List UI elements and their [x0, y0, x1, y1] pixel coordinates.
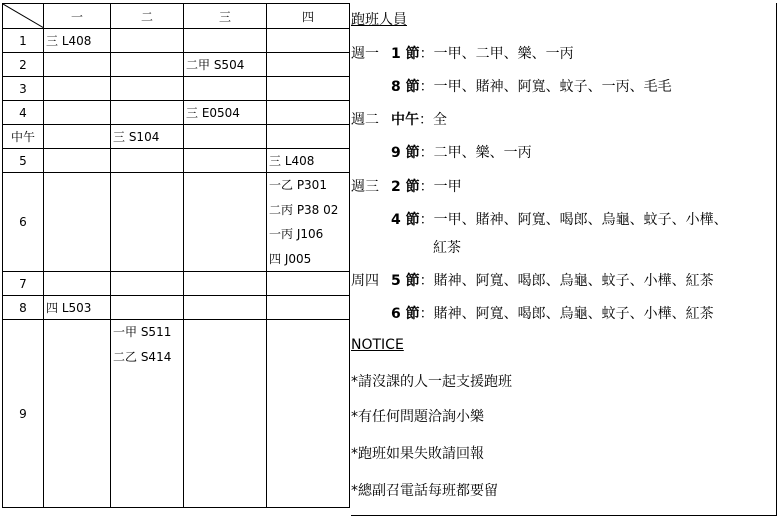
weekday-label: 週二: [351, 112, 379, 128]
period-name: 2 節: [391, 179, 420, 195]
schedule-row: [3, 296, 350, 320]
schedule-cell: 三 S104: [111, 125, 184, 149]
schedule-row: [3, 101, 350, 125]
period-name: 5 節: [391, 273, 420, 289]
period-name: 9 節: [391, 145, 420, 161]
schedule-cell: [44, 272, 111, 296]
schedule-cell: [44, 149, 111, 173]
day-header: 三: [184, 4, 267, 29]
period-label: 7: [3, 272, 44, 296]
schedule-cell: [184, 320, 267, 508]
schedule-entry: [391, 303, 714, 323]
separator: ：: [419, 112, 433, 128]
period-label: 9: [3, 320, 44, 508]
schedule-cell: [44, 320, 111, 508]
class-entry: 一甲 S511: [113, 325, 172, 339]
period-label: 2: [3, 53, 44, 77]
header-row: [3, 4, 350, 29]
schedule-cell: [267, 125, 350, 149]
class-entry: 一丙 J106: [269, 227, 324, 241]
day-header: 二: [111, 4, 184, 29]
schedule-cell: [111, 272, 184, 296]
schedule-cell: [44, 53, 111, 77]
schedule-cell: [44, 173, 111, 272]
schedule-cell: [184, 173, 267, 272]
schedule-cell: 三 L408: [267, 149, 350, 173]
period-label: 6: [3, 173, 44, 272]
schedule-cell: [267, 173, 350, 272]
schedule-cell: [267, 53, 350, 77]
period-label: 4: [3, 101, 44, 125]
schedule-cell: [111, 296, 184, 320]
schedule-cell: [267, 296, 350, 320]
schedule-table: [2, 3, 350, 508]
schedule-cell: [267, 101, 350, 125]
schedule-row: [3, 173, 350, 272]
schedule-cell: [44, 77, 111, 101]
notice-title: NOTICE: [351, 337, 404, 353]
schedule-cell: [267, 77, 350, 101]
notice-item: *跑班如果失敗請回報: [351, 446, 484, 462]
schedule-entry: [391, 209, 728, 229]
schedule-cell: [184, 272, 267, 296]
people-list-continued: 紅茶: [433, 240, 461, 256]
period-label: 1: [3, 29, 44, 53]
period-name: 1 節: [391, 46, 420, 62]
schedule-body: [3, 29, 350, 508]
class-entry: 二乙 S414: [113, 349, 172, 364]
schedule-cell: [111, 320, 184, 508]
schedule-row: [3, 77, 350, 101]
schedule-entry: [391, 109, 447, 129]
notice-item: *請沒課的人一起支援跑班: [351, 374, 512, 390]
schedule-entry: [391, 43, 574, 63]
schedule-row: [3, 53, 350, 77]
schedule-cell: [111, 149, 184, 173]
schedule-cell: [267, 320, 350, 508]
schedule-cell: [184, 125, 267, 149]
weekday-label: 周四: [351, 273, 379, 289]
notice-item: *總副召電話每班都要留: [351, 483, 498, 499]
people-list: 二甲、樂、一丙: [433, 145, 532, 161]
schedule-cell: [184, 29, 267, 53]
notice-item: *有任何問題洽詢小樂: [351, 409, 484, 425]
schedule-entry: [391, 270, 714, 290]
schedule-cell: 三 L408: [44, 29, 111, 53]
schedule-cell: [111, 53, 184, 77]
separator: ：: [419, 145, 434, 161]
period-label: 3: [3, 77, 44, 101]
separator: ：: [419, 273, 434, 289]
schedule-cell: [44, 125, 111, 149]
day-header: 一: [44, 4, 111, 29]
schedule-cell: [111, 101, 184, 125]
schedule-cell: [111, 29, 184, 53]
people-list: 賭神、阿寬、喝郎、烏龜、蚊子、小樺、紅茶: [433, 306, 714, 322]
period-label: 8: [3, 296, 44, 320]
schedule-cell: [111, 77, 184, 101]
day-header: 四: [267, 4, 350, 29]
schedule-cell: [44, 101, 111, 125]
schedule-entry: [391, 176, 462, 196]
schedule-cell: [184, 149, 267, 173]
people-list: 全: [433, 112, 447, 128]
period-name: 6 節: [391, 306, 420, 322]
people-list: 賭神、阿寬、喝郎、烏龜、蚊子、小樺、紅茶: [433, 273, 714, 289]
class-entry: 一乙 P301: [269, 178, 327, 192]
schedule-cell: [184, 77, 267, 101]
schedule-cell: [267, 272, 350, 296]
weekday-label: 週三: [351, 179, 379, 195]
separator: ：: [419, 179, 434, 195]
separator: ：: [419, 306, 434, 322]
schedule-row: [3, 149, 350, 173]
schedule-row: [3, 125, 350, 149]
schedule-entry: [391, 76, 672, 96]
schedule-row: [3, 29, 350, 53]
schedule-cell: 二甲 S504: [184, 53, 267, 77]
separator: ：: [419, 46, 434, 62]
notes-panel: [351, 3, 777, 516]
schedule-cell: [267, 29, 350, 53]
period-name: 中午: [391, 112, 419, 128]
separator: ：: [419, 212, 434, 228]
class-entry: 二丙 P38 02: [269, 202, 339, 217]
corner-cell: [3, 4, 44, 29]
people-list: 一甲、賭神、阿寬、喝郎、烏龜、蚊子、小樺、: [433, 212, 728, 228]
people-list: 一甲: [433, 179, 462, 195]
period-label: 中午: [3, 125, 44, 149]
schedule-cell: [184, 296, 267, 320]
people-list: 一甲、賭神、阿寬、蚊子、一丙、毛毛: [433, 79, 672, 95]
separator: ：: [419, 79, 434, 95]
period-label: 5: [3, 149, 44, 173]
schedule-cell: [111, 173, 184, 272]
notes-title: 跑班人員: [351, 12, 407, 28]
class-entry: 四 J005: [269, 251, 312, 266]
schedule-row: [3, 320, 350, 508]
schedule-cell: 三 E0504: [184, 101, 267, 125]
people-list: 一甲、二甲、樂、一丙: [433, 46, 574, 62]
schedule-cell: 四 L503: [44, 296, 111, 320]
schedule-entry: [391, 142, 532, 162]
diagonal-line: [3, 4, 44, 28]
weekday-label: 週一: [351, 46, 379, 62]
schedule-row: [3, 272, 350, 296]
period-name: 8 節: [391, 79, 420, 95]
period-name: 4 節: [391, 212, 420, 228]
